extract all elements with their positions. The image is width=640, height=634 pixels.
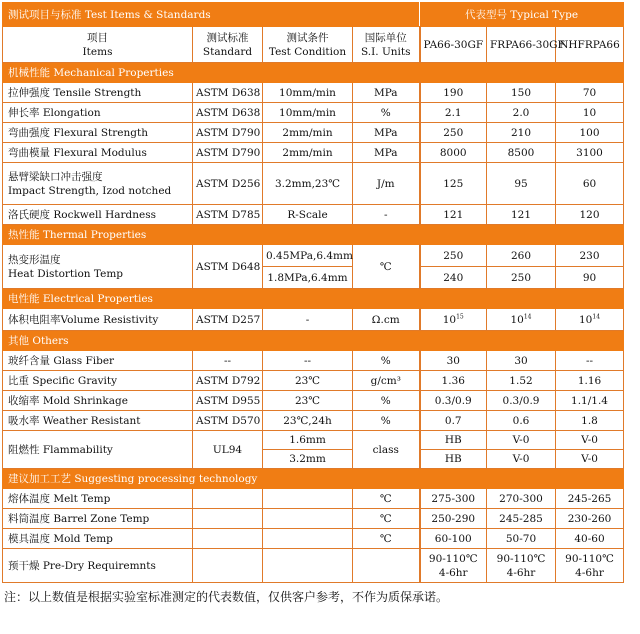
section-mechanical: 机械性能 Mechanical Properties [3, 63, 624, 83]
table-row: 收缩率 Mold Shrinkage ASTM D955 23℃ % 0.3/0.9 0.3/0.9 1.1/1.4 [3, 391, 624, 411]
table-row: 预干燥 Pre-Dry Requiremnts 90-110℃ 4-6hr 90-110℃ 4-6hr 90-110℃ 4-6hr [3, 549, 624, 583]
header-left-title: 测试项目与标准 Test Items & Standards [3, 3, 420, 27]
table-row: 热变形温度 Heat Distortion Temp ASTM D648 0.45MPa,6.4mm ℃ 250 260 230 [3, 245, 624, 267]
table-row: 熔体温度 Melt Temp ℃ 275-300 270-300 245-265 [3, 489, 624, 509]
column-header-row [3, 27, 624, 63]
table-row: 弯曲强度 Flexural Strength ASTM D790 2mm/min MPa 250 210 100 [3, 123, 624, 143]
col-type3: NHFRPA66 [556, 27, 624, 63]
col-condition: 测试条件 Test Condition [263, 27, 353, 63]
footnote: 注：以上数值是根据实验室标准测定的代表数值，仅供客户参考，不作为质保承诺。 [4, 590, 449, 604]
table-row: 悬臂梁缺口冲击强度 Impact Strength, Izod notched ASTM D256 3.2mm,23℃ J/m 125 95 60 [3, 163, 624, 205]
section-thermal: 热性能 Thermal Properties [3, 225, 624, 245]
table-row: 体积电阻率Volume Resistivity ASTM D257 - Ω.cm $10^{15}$ $10^{14}$ $10^{14}$ [3, 309, 624, 331]
table-row: 1.8MPa,6.4mm 240 250 90 [3, 267, 624, 289]
table-header-row [3, 3, 624, 27]
section-electrical: 电性能 Electrical Properties [3, 289, 624, 309]
table-row: 洛氏硬度 Rockwell Hardness ASTM D785 R-Scale - 121 121 120 [3, 205, 624, 225]
header-right-title: 代表型号 Typical Type [420, 3, 624, 27]
table-row: 3.2mm HB V-0 V-0 [3, 450, 624, 469]
col-units: 国际单位 S.I. Units [353, 27, 420, 63]
table-row: 阻燃性 Flammability UL94 1.6mm class HB V-0 V-0 [3, 431, 624, 450]
section-others: 其他 Others [3, 331, 624, 351]
table-row: 模具温度 Mold Temp ℃ 60-100 50-70 40-60 [3, 529, 624, 549]
col-type2: FRPA66-30GF [487, 27, 556, 63]
spec-table [2, 2, 624, 583]
table-row: 玻纤含量 Glass Fiber -- -- % 30 30 -- [3, 351, 624, 371]
table-row: 伸长率 Elongation ASTM D638 10mm/min % 2.1 2.0 10 [3, 103, 624, 123]
col-items: 项目 Items [3, 27, 193, 63]
table-row: 拉伸强度 Tensile Strength ASTM D638 10mm/min MPa 190 150 70 [3, 83, 624, 103]
table-row: 比重 Specific Gravity ASTM D792 23℃ g/cm³ 1.36 1.52 1.16 [3, 371, 624, 391]
table-row: 弯曲模量 Flexural Modulus ASTM D790 2mm/min MPa 8000 8500 3100 [3, 143, 624, 163]
table-row: 吸水率 Weather Resistant ASTM D570 23℃,24h % 0.7 0.6 1.8 [3, 411, 624, 431]
section-processing: 建议加工工艺 Suggesting processing technology [3, 469, 624, 489]
table-row: 料筒温度 Barrel Zone Temp ℃ 250-290 245-285 230-260 [3, 509, 624, 529]
col-standard: 测试标准 Standard [193, 27, 263, 63]
col-type1: PA66-30GF [420, 27, 487, 63]
